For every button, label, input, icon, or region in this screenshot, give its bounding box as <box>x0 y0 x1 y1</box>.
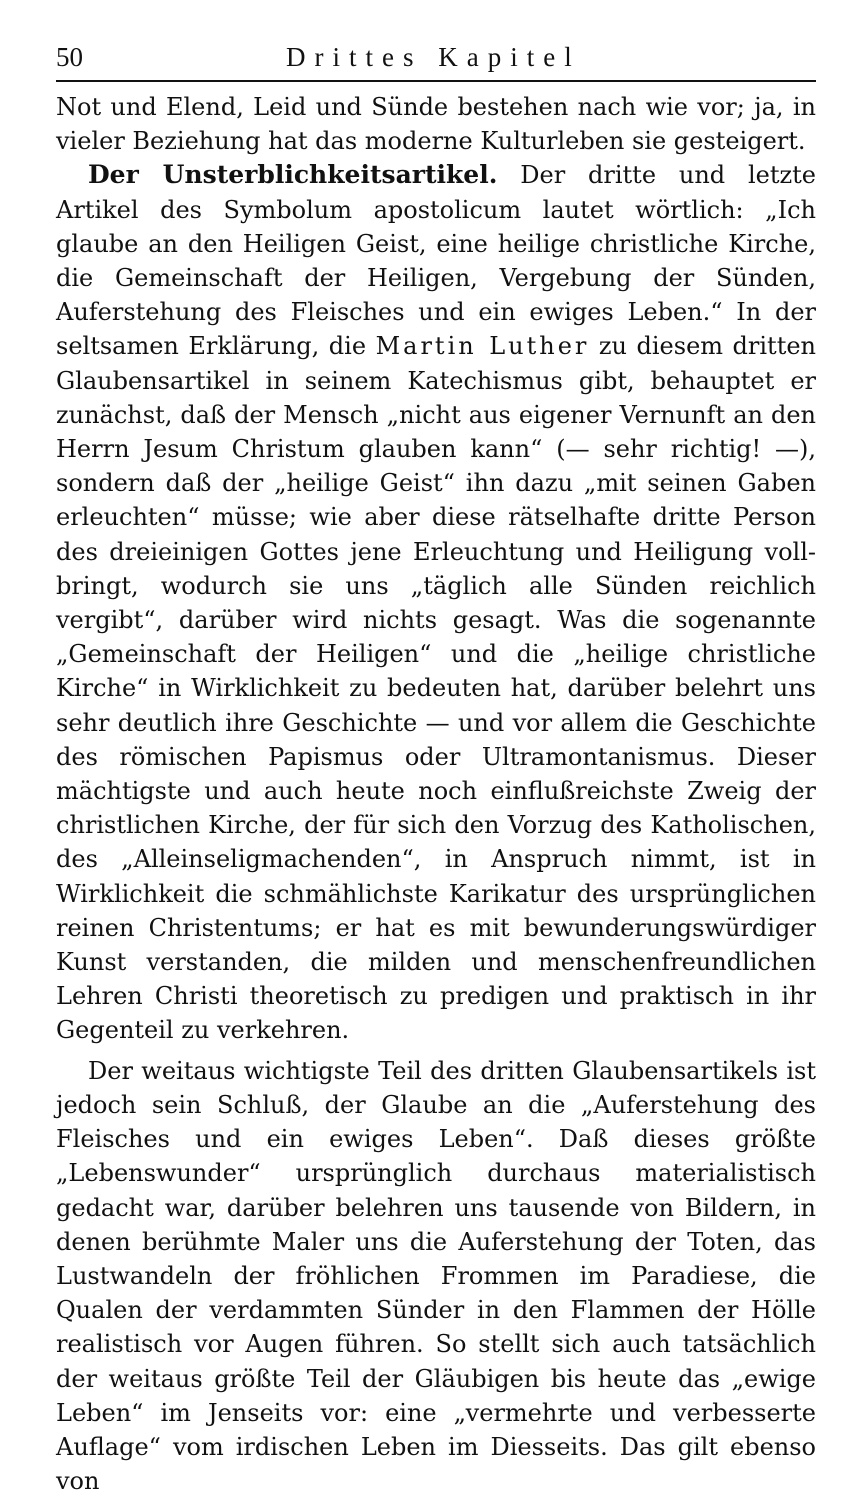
paragraph-2 <box>56 158 816 1047</box>
paragraph-1 <box>56 90 816 158</box>
person-name: Martin Luther <box>375 332 590 361</box>
section-heading: Der Unsterblichkeitsartikel. <box>88 160 498 190</box>
paragraph-3-text: Der weitaus wichtigste Teil des dritten Glaubensartikels ist jedoch sein Schluß, der Glaube an die „Auferstehung des Fleisches und ein ewiges Leben“. Daß dieses größte „Lebenswunder“ ursprünglich durchaus materialistisch gedacht war, darüber belehren uns tausende von Bildern, in denen berühmte Maler uns die Auferstehung der Toten, das Lustwandeln der fröhlichen Frommen im Paradiese, die Qualen der verdammten Sünder in den Flammen der Hölle realistisch vor Augen führen. So stellt sich auch tatsächlich der weitaus größte Teil der Gläubigen bis heute das „ewige Leben“ im Jenseits vor: eine „vermehrte und verbesserte Auflage“ vom irdischen Leben im Diesseits. Das gilt ebenso von <box>56 1056 816 1496</box>
running-head <box>56 40 816 82</box>
paragraph-2-text-after-name: zu diesem dritten Glaubensartikel in seinem Katechismus gibt, behauptet er zunächst, daß der Mensch „nicht aus eigener Vernunft an den Herrn Jesum Christum glauben kann“ (— sehr richtig! —), sondern daß der „heilige Geist“ ihn dazu „mit seinen Gaben erleuchten“ müsse; wie aber diese rätselhafte dritte Person des dreieinigen Gottes jene Erleuchtung und Heiligung vollbringt, wodurch sie uns „täglich alle Sünden reichlich vergibt“, darüber wird nichts gesagt. Was die sogenannte „Gemeinschaft der Heiligen“ und die „heilige christliche Kirche“ in Wirklichkeit zu bedeuten hat, darüber belehrt uns sehr deutlich ihre Geschichte — und vor allem die Geschichte des römischen Papismus oder Ultramontanismus. Dieser mächtigste und auch heute noch einflußreichste Zweig der christlichen Kirche, der für sich den Vorzug des Katholischen, des „Alleinseligmachenden“, in Anspruch nimmt, ist in Wirklichkeit die schmählichste Karikatur des ursprünglichen reinen Christentums; er hat es mit bewunderungswürdiger Kunst verstanden, die milden und menschenfreundlichen Lehren Christi theoretisch zu predigen und praktisch in ihr Gegenteil zu verkehren. <box>56 332 817 1045</box>
book-page <box>56 40 816 1498</box>
body-text <box>56 90 816 1498</box>
paragraph-3 <box>56 1054 816 1498</box>
paragraph-1-text: Not und Elend, Leid und Sünde bestehen nach wie vor; ja, in vieler Beziehung hat das moderne Kulturleben sie gesteigert. <box>56 93 816 156</box>
page-number: 50 <box>56 42 83 72</box>
chapter-title: Drittes Kapitel <box>286 42 581 72</box>
paragraph-2-text-before-name: Der dritte und letzte Artikel des Symbolum apostolicum lautet wörtlich: „Ich glaube an den Heiligen Geist, eine heilige christliche Kirche, die Gemeinschaft der Heiligen, Vergebung der Sünden, Auferstehung des Fleisches und ein ewiges Leben.“ In der seltsamen Erklärung, die <box>56 161 816 361</box>
